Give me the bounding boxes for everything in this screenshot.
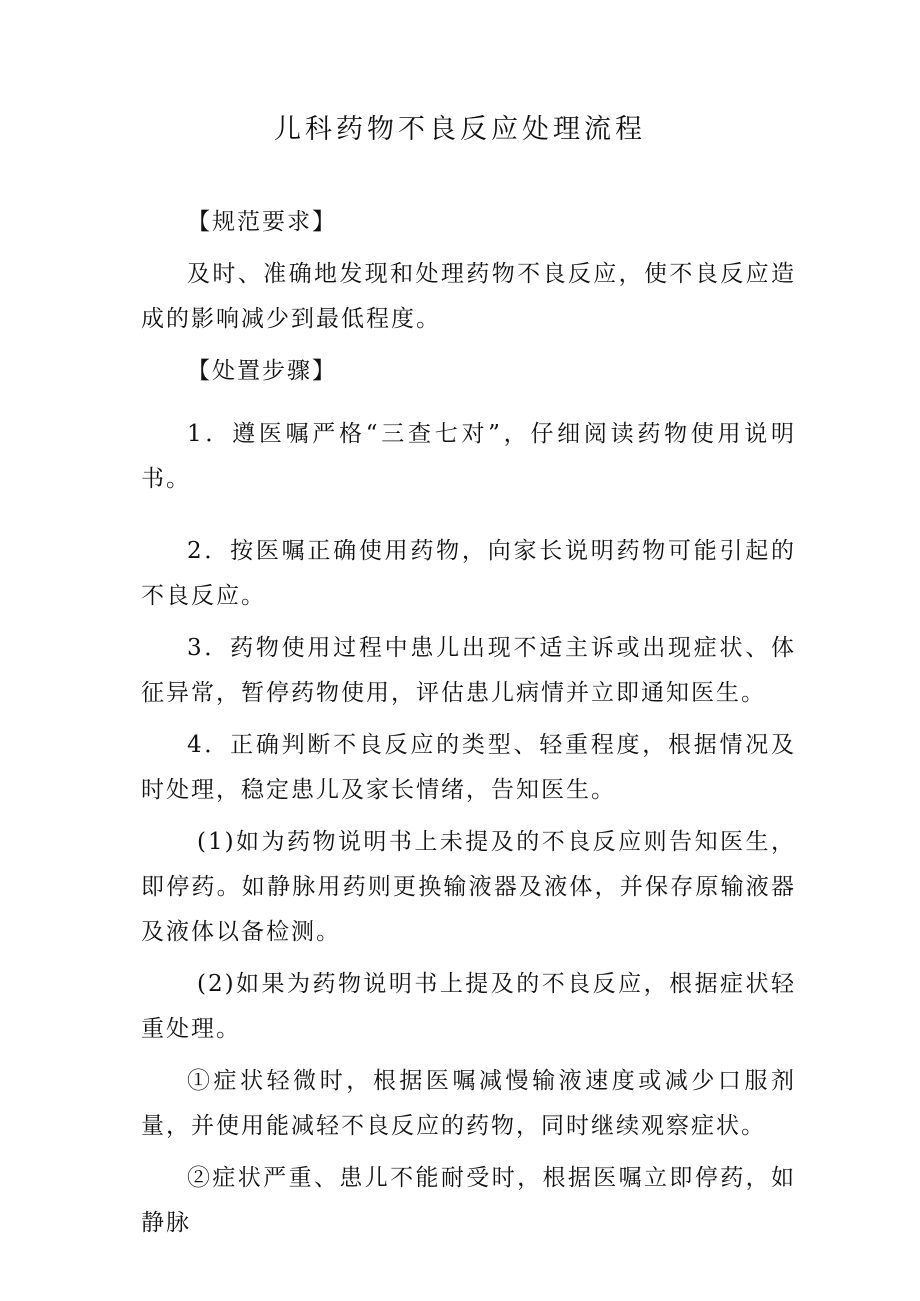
step-4: 4．正确判断不良反应的类型、轻重程度，根据情况及时处理，稳定患儿及家长情绪，告知医生。 [141, 732, 796, 803]
step-4-sub-2-item-1: ①症状轻微时，根据医嘱减慢输液速度或减少口服剂量，并使用能减轻不良反应的药物，同时继续观察症状。 [141, 1068, 796, 1139]
paragraph-requirements: 及时、准确地发现和处理药物不良反应，使不良反应造成的影响减少到最低程度。 [141, 261, 796, 332]
page-title: 儿科药物不良反应处理流程 [274, 114, 646, 145]
step-4-sub-2: (2)如果为药物说明书上提及的不良反应，根据症状轻重处理。 [141, 971, 796, 1042]
step-2: 2．按医嘱正确使用药物，向家长说明药物可能引起的不良反应。 [141, 538, 796, 609]
step-4-sub-2-item-2: ②症状严重、患儿不能耐受时，根据医嘱立即停药，如静脉 [141, 1165, 796, 1236]
step-4-sub-1: (1)如为药物说明书上未提及的不良反应则告知医生，即停药。如静脉用药则更换输液器及液体，并保存原输液器及液体以备检测。 [141, 829, 796, 945]
document-body [141, 200, 796, 1246]
section-heading-requirements: 【规范要求】 [187, 209, 337, 235]
section-heading-steps: 【处置步骤】 [187, 358, 337, 384]
step-3: 3．药物使用过程中患儿出现不适主诉或出现症状、体征异常，暂停药物使用，评估患儿病情并立即通知医生。 [141, 635, 796, 706]
step-1: 1．遵医嘱严格“三查七对”，仔细阅读药物使用说明书。 [141, 421, 796, 492]
